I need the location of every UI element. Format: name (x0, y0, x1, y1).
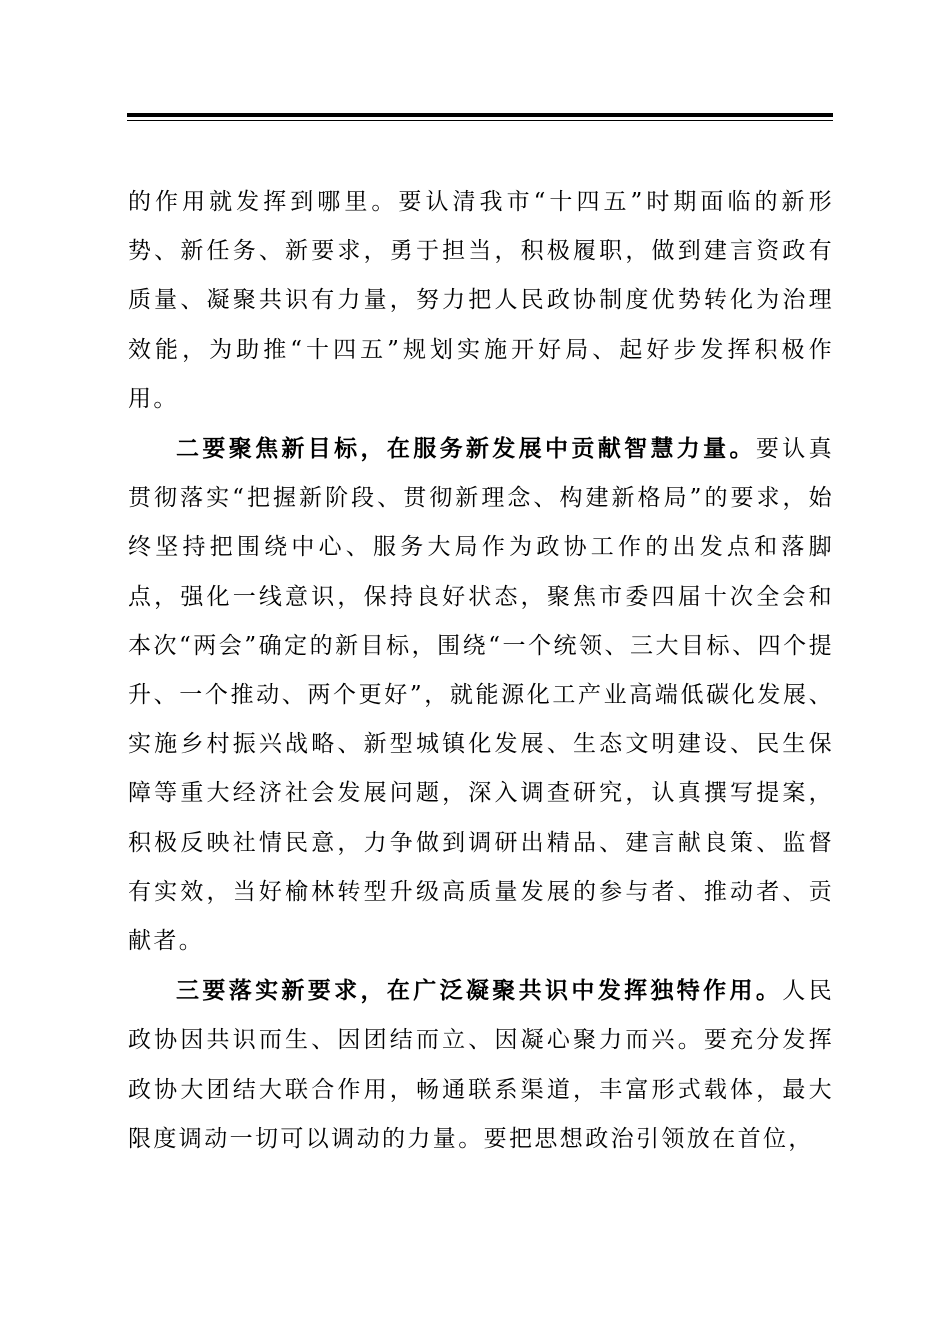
header-rule-thick (127, 113, 833, 117)
document-body (128, 178, 834, 1164)
paragraph-3-heading: 三要落实新要求，在广泛凝聚共识中发挥独特作用。 (176, 977, 783, 1005)
paragraph-2-text: 要认真贯彻落实“把握新阶段、贯彻新理念、构建新格局”的要求，始终坚持把围绕中心、服务大局作为政协工作的出发点和落脚点，强化一线意识，保持良好状态，聚焦市委四届十次全会和本次“两会”确定的新目标，围绕“一个统领、三大目标、四个提升、一个推动、两个更好”，就能源化工产业高端低碳化发展、实施乡村振兴战略、新型城镇化发展、生态文明建设、民生保障等重大经济社会发展问题，深入调查研究，认真撰写提案，积极反映社情民意，力争做到调研出精品、建言献良策、监督有实效，当好榆林转型升级高质量发展的参与者、推动者、贡献者。 (128, 436, 834, 955)
paragraph-3-text: 人民政协因共识而生、因团结而立、因凝心聚力而兴。要充分发挥政协大团结大联合作用，畅通联系渠道，丰富形式载体，最大限度调动一切可以调动的力量。要把思想政治引领放在首位， (128, 978, 834, 1152)
paragraph-3 (128, 966, 834, 1164)
paragraph-2-heading: 二要聚焦新目标，在服务新发展中贡献智慧力量。 (176, 435, 756, 463)
paragraph-1 (128, 178, 834, 424)
header-rule-thin (127, 120, 833, 121)
paragraph-2 (128, 424, 834, 966)
paragraph-1-text: 的作用就发挥到哪里。要认清我市“十四五”时期面临的新形势、新任务、新要求，勇于担当，积极履职，做到建言资政有质量、凝聚共识有力量，努力把人民政协制度优势转化为治理效能，为助推“十四五”规划实施开好局、起好步发挥积极作用。 (128, 189, 834, 412)
